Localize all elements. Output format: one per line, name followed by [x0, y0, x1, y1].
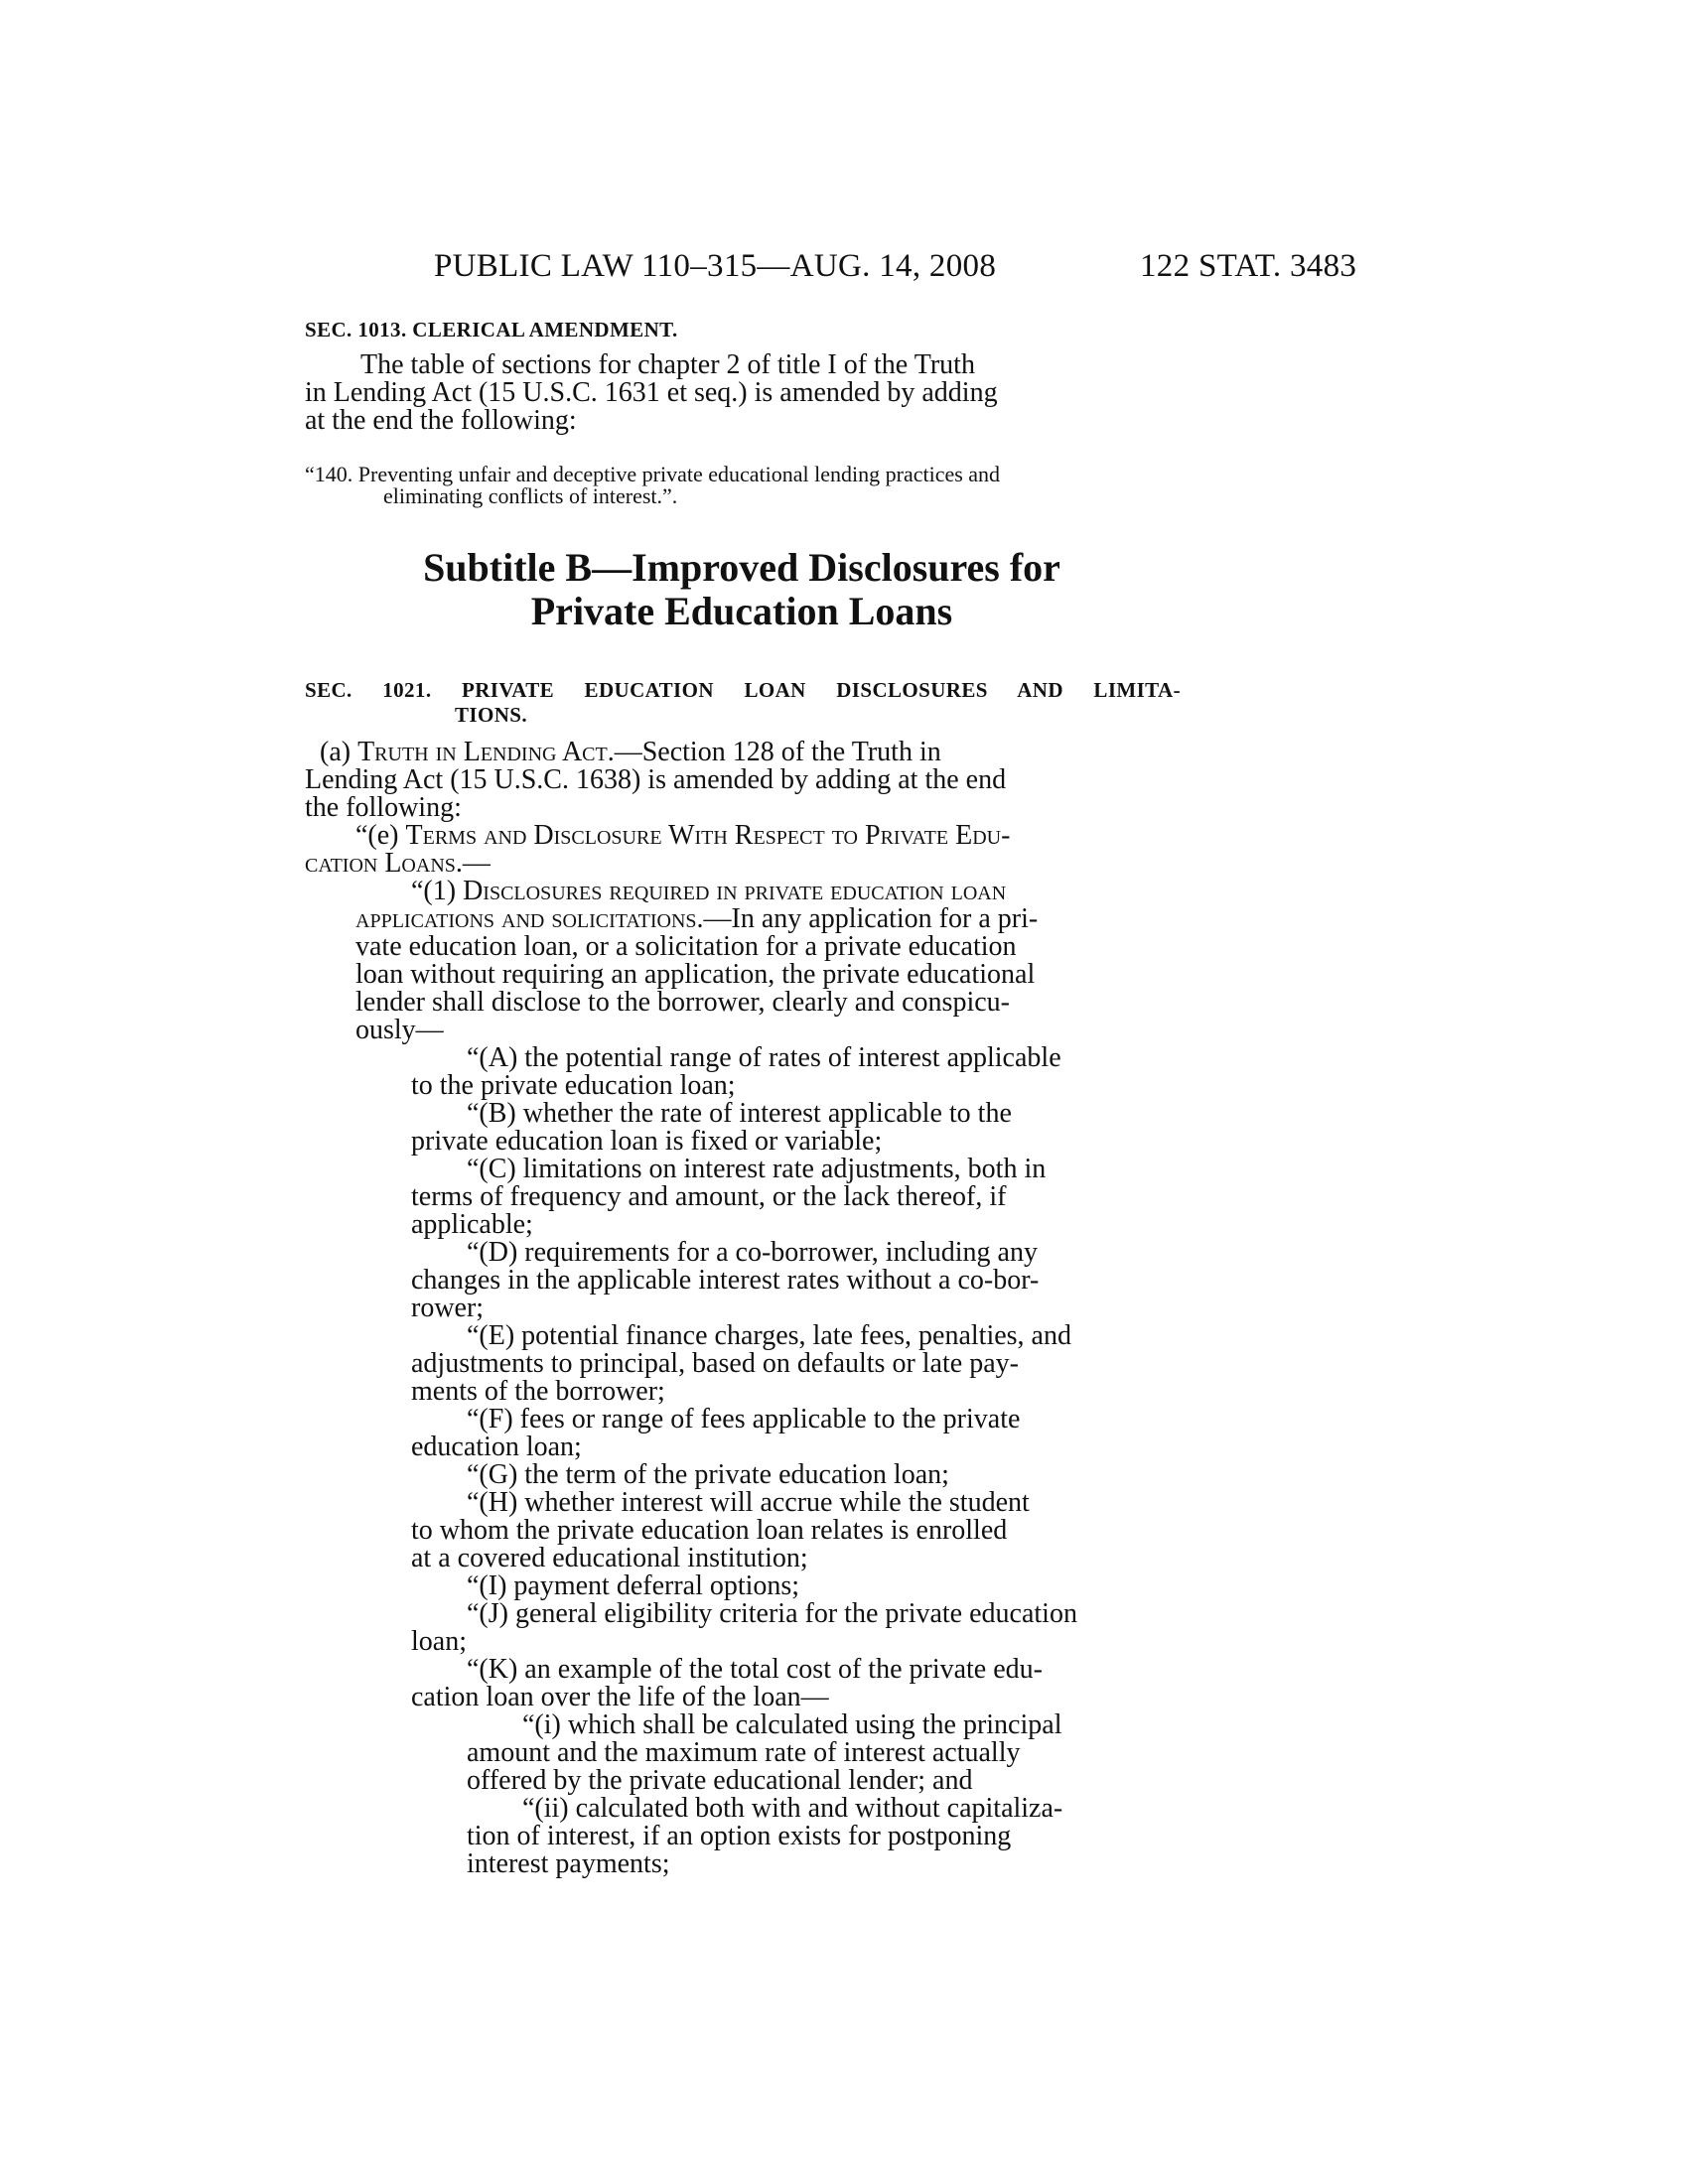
- paragraph-1-line: loan without requiring an application, the private educational: [355, 959, 1036, 990]
- subparagraph-D-line: “(D) requirements for a co-borrower, including any: [467, 1237, 1038, 1268]
- clause-ii-line: tion of interest, if an option exists for postponing: [467, 1821, 1012, 1851]
- subparagraph-I-line: “(I) payment deferral options;: [467, 1570, 800, 1601]
- subparagraph-H-line: to whom the private education loan relates is enrolled: [411, 1515, 1008, 1546]
- paragraph-1-line: “(1) Disclosures required in private education loan: [411, 876, 1007, 906]
- running-header-title: PUBLIC LAW 110–315—AUG. 14, 2008: [434, 248, 997, 284]
- clause-i-line: “(i) which shall be calculated using the principal: [522, 1709, 1062, 1740]
- subsection-a-line: (a) Truth in Lending Act.—Section 128 of the Truth in: [320, 737, 941, 767]
- small-caps-heading-text: Disclosures required in private education loan: [463, 876, 1007, 906]
- subsection-e-heading-continuation: cation Loans.—: [305, 848, 491, 879]
- toc-entry-140: “140. Preventing unfair and deceptive private educational lending practices and: [305, 462, 1001, 486]
- section-1021-heading: SEC. 1021. PRIVATE EDUCATION LOAN DISCLOSURES AND LIMITA-: [305, 678, 1181, 702]
- paragraph-1-line: lender shall disclose to the borrower, clearly and conspicu-: [355, 987, 1010, 1018]
- subparagraph-C-line: terms of frequency and amount, or the lack thereof, if: [411, 1181, 1007, 1212]
- subparagraph-K-line: cation loan over the life of the loan—: [411, 1682, 829, 1712]
- clause-i-line: offered by the private educational lender; and: [467, 1765, 973, 1796]
- small-caps-heading-text: Terms and Disclosure With Respect to Private Edu-: [405, 820, 1011, 851]
- subparagraph-A-line: “(A) the potential range of rates of interest applicable: [467, 1042, 1061, 1073]
- sec1013-text-line: in Lending Act (15 U.S.C. 1631 et seq.) is amended by adding: [305, 377, 998, 408]
- subparagraph-C-line: applicable;: [411, 1209, 533, 1240]
- subtitle-heading-line1: Subtitle B—Improved Disclosures for: [423, 545, 1060, 590]
- sec1013-text-line: at the end the following:: [305, 405, 577, 436]
- subparagraph-E-line: “(E) potential finance charges, late fees, penalties, and: [467, 1320, 1071, 1351]
- paragraph-1-line: vate education loan, or a solicitation for a private education: [355, 931, 1017, 962]
- subparagraph-C-line: “(C) limitations on interest rate adjustments, both in: [467, 1154, 1047, 1184]
- clause-i-line: amount and the maximum rate of interest actually: [467, 1737, 1021, 1768]
- subparagraph-K-line: “(K) an example of the total cost of the private edu-: [467, 1654, 1043, 1685]
- subparagraph-E-line: ments of the borrower;: [411, 1376, 665, 1407]
- subparagraph-G-line: “(G) the term of the private education loan;: [467, 1459, 949, 1490]
- subparagraph-A-line: to the private education loan;: [411, 1070, 736, 1101]
- subparagraph-F-line: education loan;: [411, 1432, 582, 1462]
- subsection-a-line: the following:: [305, 792, 462, 823]
- subparagraph-J-line: “(J) general eligibility criteria for the private education: [467, 1598, 1077, 1629]
- subparagraph-D-line: changes in the applicable interest rates without a co-bor-: [411, 1265, 1040, 1296]
- toc-entry-140-continuation: eliminating conflicts of interest.”.: [383, 483, 678, 508]
- subparagraph-B-line: “(B) whether the rate of interest applicable to the: [467, 1098, 1012, 1129]
- small-caps-heading-text: applications and solicitations: [355, 903, 697, 934]
- paragraph-1-line: applications and solicitations.—In any application for a pri-: [355, 903, 1039, 934]
- subparagraph-H-line: “(H) whether interest will accrue while the student: [467, 1487, 1030, 1518]
- subparagraph-F-line: “(F) fees or range of fees applicable to the private: [467, 1404, 1021, 1434]
- running-header-page-number: 122 STAT. 3483: [1140, 248, 1357, 284]
- small-caps-heading-text: Truth in Lending Act: [357, 737, 608, 767]
- subparagraph-J-line: loan;: [411, 1626, 467, 1657]
- section-1021-heading-continuation: TIONS.: [455, 703, 528, 727]
- clause-ii-line: “(ii) calculated both with and without capitaliza-: [522, 1793, 1063, 1824]
- subparagraph-E-line: adjustments to principal, based on defaults or late pay-: [411, 1348, 1019, 1379]
- clause-ii-line: interest payments;: [467, 1848, 670, 1879]
- subsection-a-line: Lending Act (15 U.S.C. 1638) is amended by adding at the end: [305, 764, 1007, 795]
- subparagraph-H-line: at a covered educational institution;: [411, 1543, 808, 1573]
- section-1013-heading: SEC. 1013. CLERICAL AMENDMENT.: [305, 318, 678, 341]
- paragraph-1-line: ously—: [355, 1015, 444, 1045]
- subtitle-heading-line2: Private Education Loans: [530, 589, 953, 633]
- small-caps-heading-text: cation Loans: [305, 848, 456, 879]
- subsection-e-heading: “(e) Terms and Disclosure With Respect to Private Edu-: [355, 820, 1011, 851]
- subparagraph-D-line: rower;: [411, 1293, 485, 1323]
- sec1013-text-line: The table of sections for chapter 2 of title I of the Truth: [360, 349, 975, 380]
- subparagraph-B-line: private education loan is fixed or variable;: [411, 1126, 883, 1157]
